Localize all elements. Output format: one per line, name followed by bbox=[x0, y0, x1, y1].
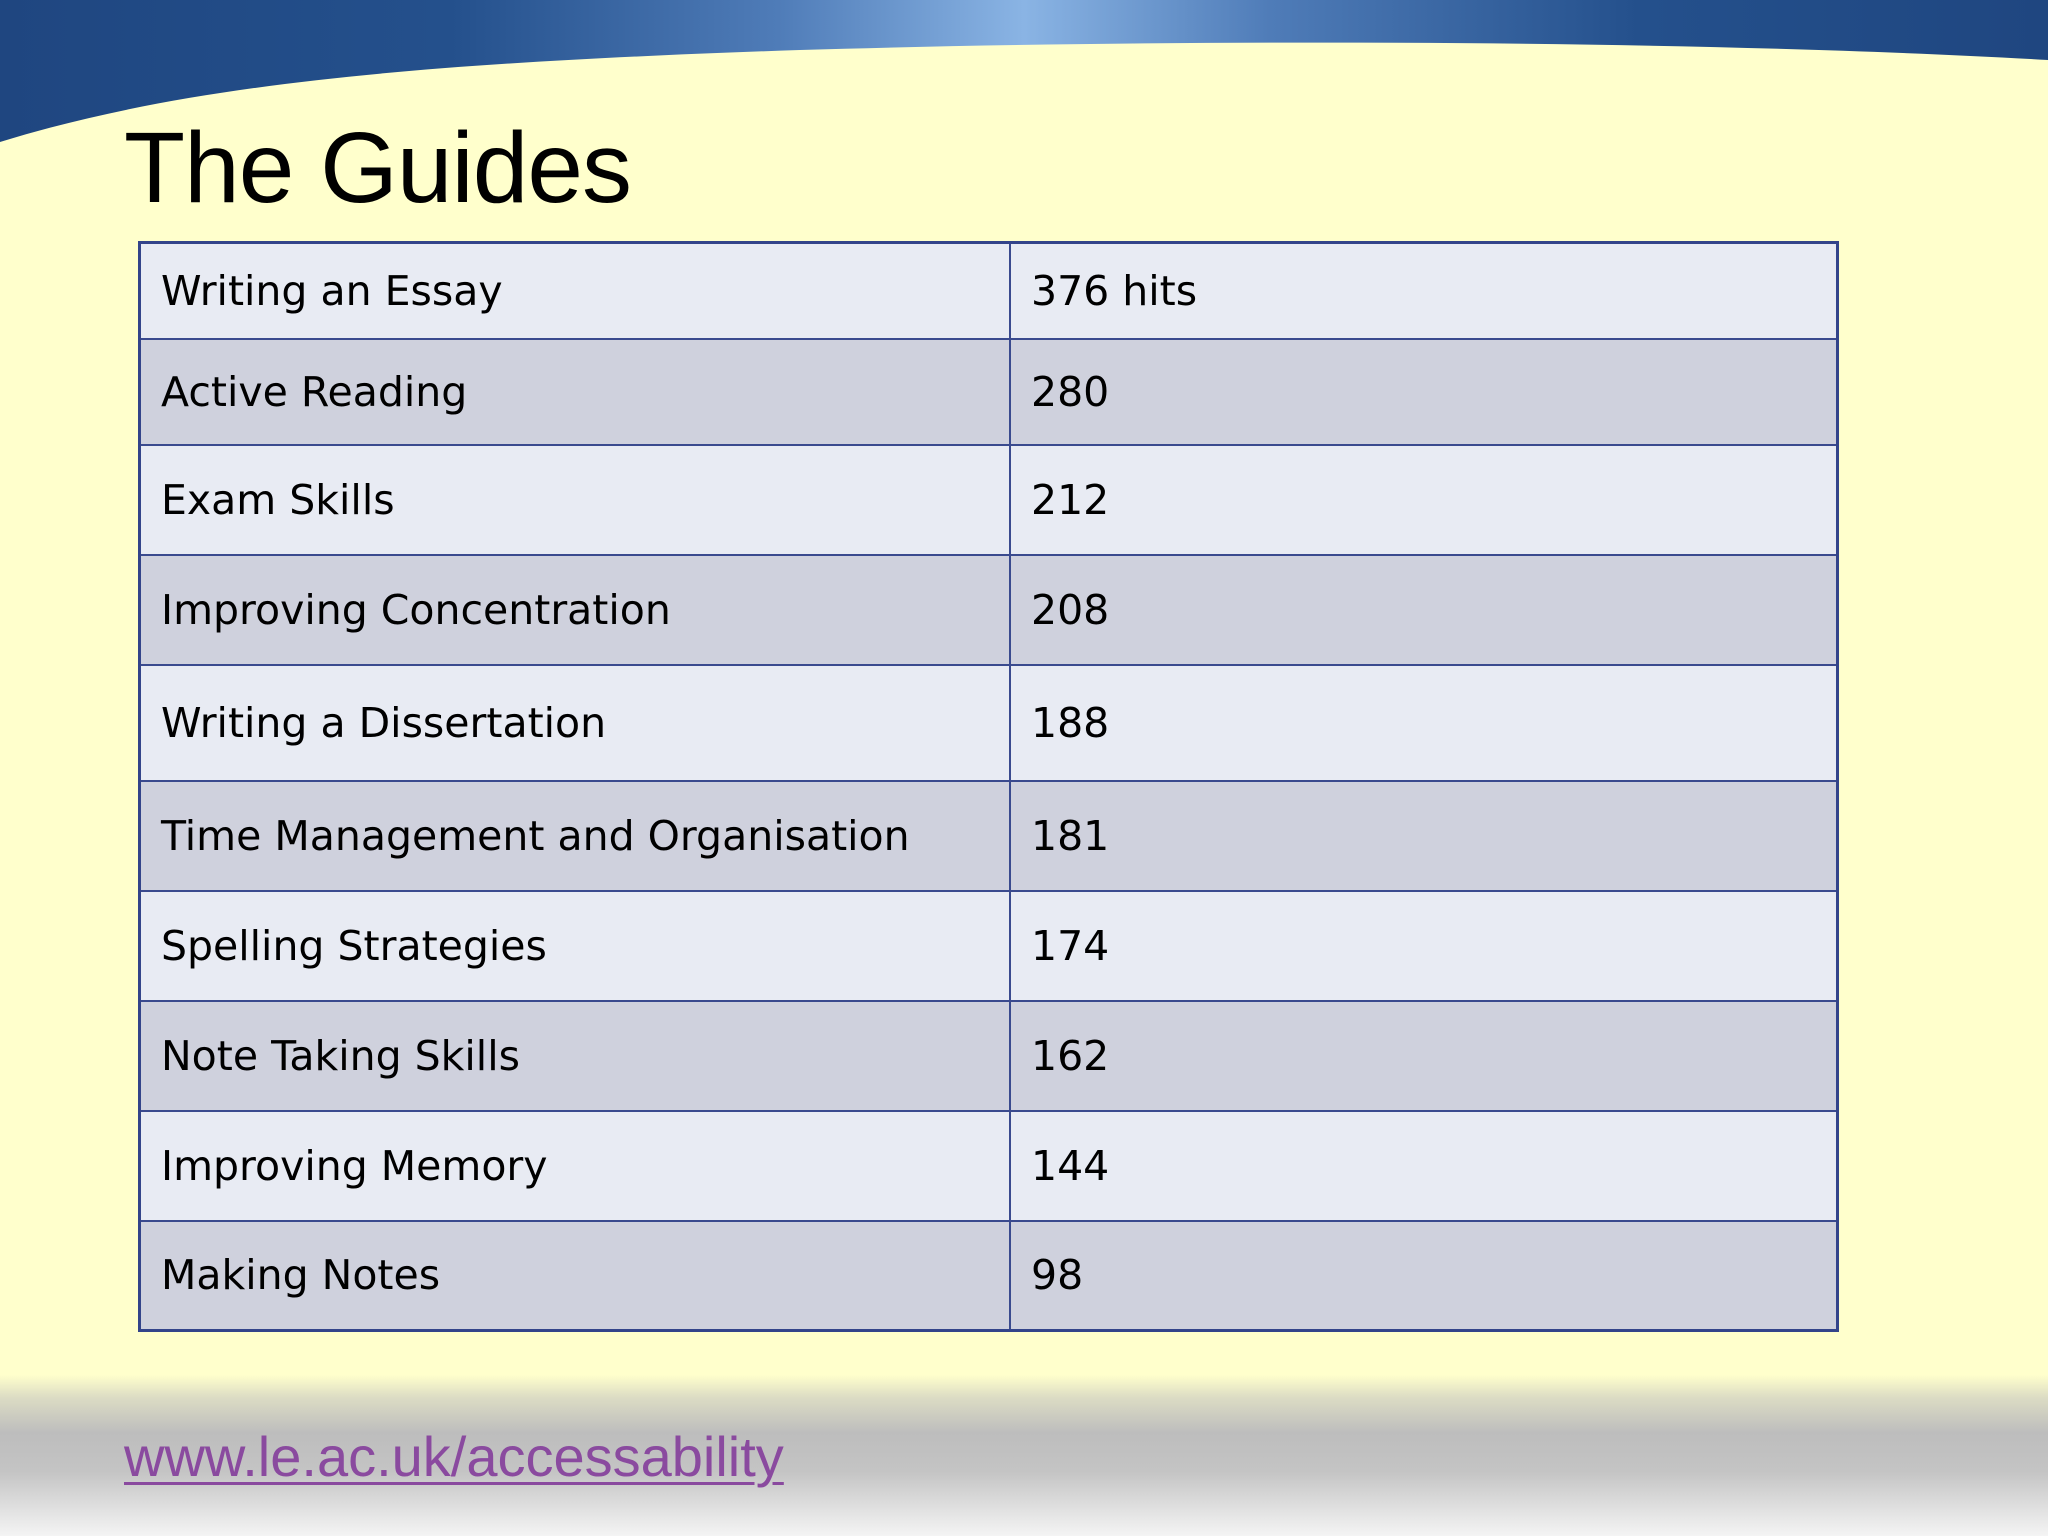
table-row bbox=[140, 339, 1838, 445]
guide-name-cell: Improving Memory bbox=[140, 1111, 1011, 1221]
table-row bbox=[140, 665, 1838, 781]
guide-hits-cell: 162 bbox=[1010, 1001, 1838, 1111]
table-row bbox=[140, 1111, 1838, 1221]
guide-name-cell: Active Reading bbox=[140, 339, 1011, 445]
guide-name-cell: Improving Concentration bbox=[140, 555, 1011, 665]
guide-hits-cell: 208 bbox=[1010, 555, 1838, 665]
table-row bbox=[140, 445, 1838, 555]
slide-title: The Guides bbox=[124, 112, 631, 224]
table-row bbox=[140, 1001, 1838, 1111]
guide-hits-cell: 98 bbox=[1010, 1221, 1838, 1331]
guide-name-cell: Spelling Strategies bbox=[140, 891, 1011, 1001]
guide-name-cell: Writing an Essay bbox=[140, 243, 1011, 339]
table-row bbox=[140, 1221, 1838, 1331]
guide-name-cell: Time Management and Organisation bbox=[140, 781, 1011, 891]
guide-hits-cell: 280 bbox=[1010, 339, 1838, 445]
guide-hits-cell: 181 bbox=[1010, 781, 1838, 891]
guide-hits-cell: 212 bbox=[1010, 445, 1838, 555]
accessibility-link[interactable]: www.le.ac.uk/accessability bbox=[124, 1425, 784, 1488]
guide-hits-cell: 376 hits bbox=[1010, 243, 1838, 339]
table-row bbox=[140, 781, 1838, 891]
table-row bbox=[140, 891, 1838, 1001]
guide-hits-cell: 188 bbox=[1010, 665, 1838, 781]
guide-name-cell: Making Notes bbox=[140, 1221, 1011, 1331]
guide-name-cell: Note Taking Skills bbox=[140, 1001, 1011, 1111]
guide-hits-cell: 174 bbox=[1010, 891, 1838, 1001]
table-row bbox=[140, 243, 1838, 339]
guide-hits-cell: 144 bbox=[1010, 1111, 1838, 1221]
guide-name-cell: Exam Skills bbox=[140, 445, 1011, 555]
guide-name-cell: Writing a Dissertation bbox=[140, 665, 1011, 781]
guides-table bbox=[138, 241, 1839, 1332]
table-row bbox=[140, 555, 1838, 665]
